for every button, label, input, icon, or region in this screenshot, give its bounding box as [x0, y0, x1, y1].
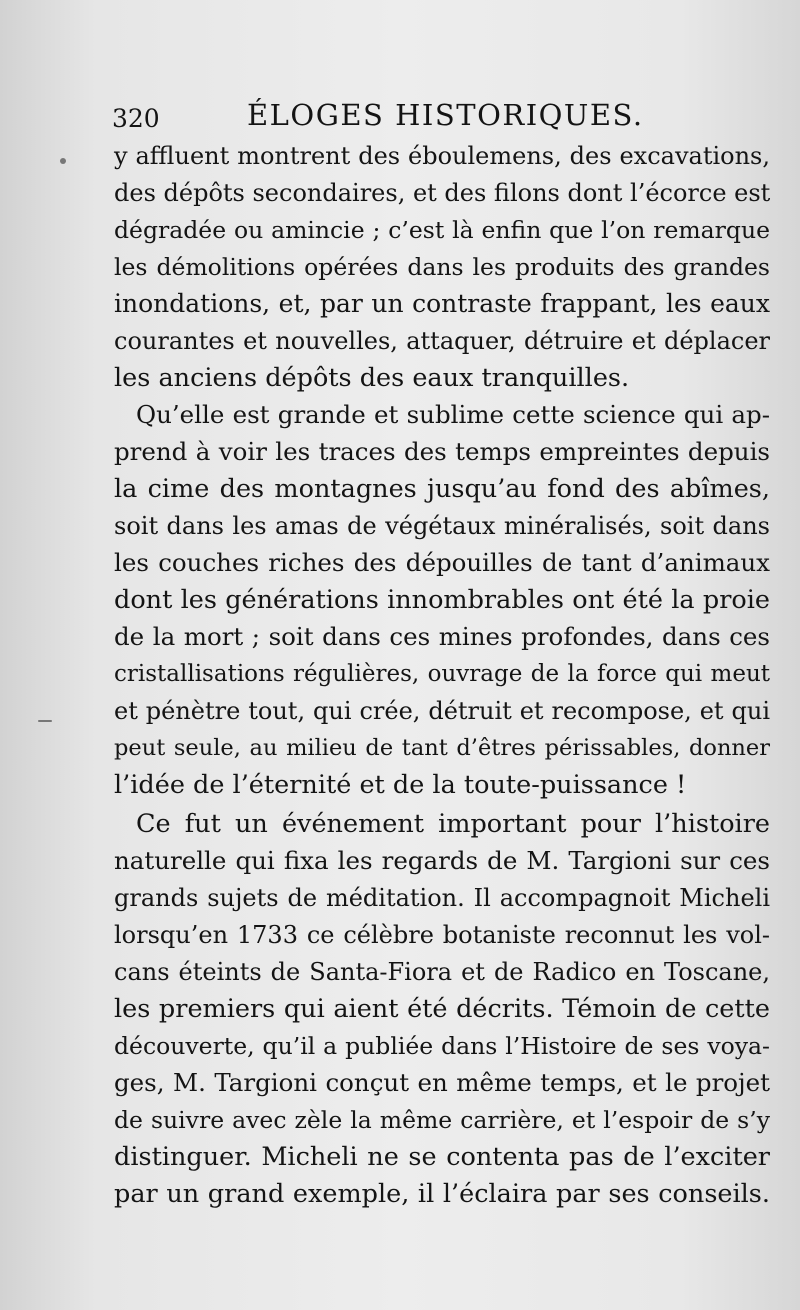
- page-number: 320: [112, 104, 160, 133]
- text-line: naturelle qui fixa les regards de M. Targioni sur ces: [114, 846, 770, 875]
- text-line: distinguer. Micheli ne se contenta pas de l’exciter: [114, 1142, 770, 1172]
- text-line: cristallisations régulières, ouvrage de la force qui meut: [114, 661, 770, 687]
- margin-speck: [38, 720, 52, 722]
- text-line: peut seule, au milieu de tant d’êtres périssables, donner: [114, 735, 770, 761]
- text-line: cans éteints de Santa-Fiora et de Radico en Toscane,: [114, 958, 770, 986]
- text-line: la cime des montagnes jusqu’au fond des abîmes,: [114, 474, 770, 504]
- text-line: courantes et nouvelles, attaquer, détruire et déplacer: [114, 327, 770, 355]
- text-line: et pénètre tout, qui crée, détruit et recompose, et qui: [114, 697, 770, 725]
- text-line: ges, M. Targioni conçut en même temps, et le projet: [114, 1068, 770, 1097]
- text-line: les démolitions opérées dans les produits des grandes: [114, 253, 770, 281]
- text-line: découverte, qu’il a publiée dans l’Histoire de ses voya-: [114, 1032, 770, 1060]
- page-header: [112, 98, 652, 138]
- margin-speck: [60, 158, 66, 164]
- paragraph-first-line: Ce fut un événement important pour l’histoire: [136, 809, 770, 839]
- text-line: l’idée de l’éternité et de la toute-puissance !: [114, 770, 687, 800]
- text-line: de suivre avec zèle la même carrière, et l’espoir de s’y: [114, 1106, 770, 1134]
- text-line: y affluent montrent des éboulemens, des excavations,: [114, 142, 770, 170]
- text-line: grands sujets de méditation. Il accompagnoit Micheli: [114, 884, 770, 912]
- text-line: des dépôts secondaires, et des filons dont l’écorce est: [114, 179, 771, 207]
- text-line: les couches riches des dépouilles de tant d’animaux: [114, 548, 770, 577]
- text-line: dont les générations innombrables ont été la proie: [114, 585, 770, 615]
- text-line: les premiers qui aient été décrits. Témoin de cette: [114, 994, 770, 1024]
- text-line: inondations, et, par un contraste frappant, les eaux: [114, 289, 770, 318]
- running-title: ÉLOGES HISTORIQUES.: [247, 98, 644, 132]
- paragraph-first-line: Qu’elle est grande et sublime cette science qui ap-: [136, 400, 770, 429]
- text-line: par un grand exemple, il l’éclaira par ses conseils.: [114, 1179, 770, 1209]
- text-line: de la mort ; soit dans ces mines profondes, dans ces: [114, 622, 770, 651]
- text-line: lorsqu’en 1733 ce célèbre botaniste reconnut les vol-: [114, 921, 770, 949]
- text-line: dégradée ou amincie ; c’est là enfin que l’on remarque: [114, 216, 770, 244]
- text-line: soit dans les amas de végétaux minéralisés, soit dans: [114, 512, 770, 540]
- text-line: les anciens dépôts des eaux tranquilles.: [114, 363, 630, 393]
- text-line: prend à voir les traces des temps empreintes depuis: [114, 437, 770, 466]
